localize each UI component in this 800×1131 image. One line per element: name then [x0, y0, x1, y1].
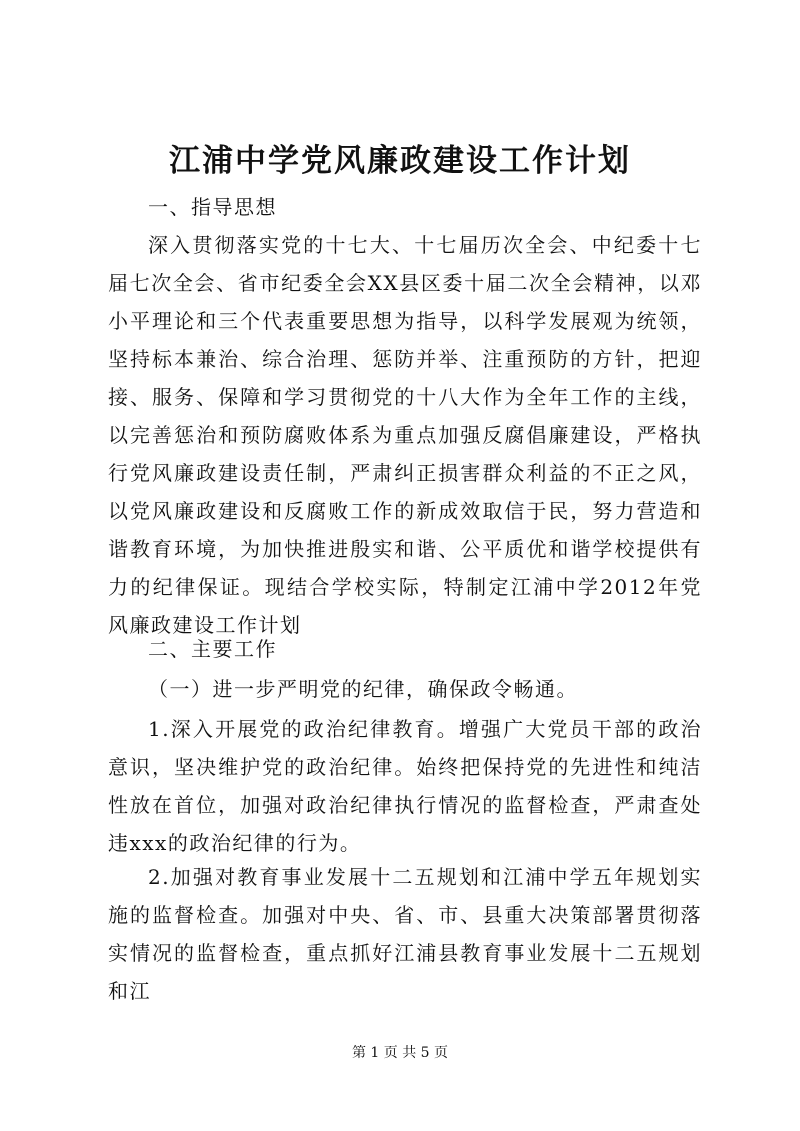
page-footer: 第 1 页 共 5 页 — [351, 1045, 449, 1061]
list-item-five-year-plan: 2.加强对教育事业发展十二五规划和江浦中学五年规划实施的监督检查。加强对中央、省、市、县重大决策部署贯彻落实情况的监督检查，重点抓好江浦县教育事业发展十二五规划和江 — [108, 865, 702, 1003]
section-heading-main-work: 二、主要工作 — [148, 637, 277, 661]
document-title: 江浦中学党风廉政建设工作计划 — [169, 143, 631, 179]
subsection-heading-party-discipline: （一）进一步严明党的纪律，确保政令畅通。 — [148, 677, 578, 701]
section-heading-guiding-thought: 一、指导思想 — [148, 195, 277, 219]
paragraph-guiding-thought: 深入贯彻落实党的十七大、十七届历次全会、中纪委十七届七次全会、省市纪委全会XX县区委十届二次全会精神，以邓小平理论和三个代表重要思想为指导，以科学发展观为统领，坚持标本兼治、综合治理、惩防并举、注重预防的方针，把迎接、服务、保障和学习贯彻党的十八大作为全年工作的主线，以完善惩治和预防腐败体系为重点加强反腐倡廉建设，严格执行党风廉政建设责任制，严肃纠正损害群众利益的不正之风，以党风廉政建设和反腐败工作的新成效取信于民，努力营造和谐教育环境，为加快推进殷实和谐、公平质优和谐学校提供有力的纪律保证。现结合学校实际，特制定江浦中学2012年党风廉政建设工作计划 — [108, 233, 702, 637]
list-item-political-discipline: 1.深入开展党的政治纪律教育。增强广大党员干部的政治意识，坚决维护党的政治纪律。始终把保持党的先进性和纯洁性放在首位，加强对政治纪律执行情况的监督检查，严肃查处违xxx的政治纪律的行为。 — [108, 717, 702, 855]
